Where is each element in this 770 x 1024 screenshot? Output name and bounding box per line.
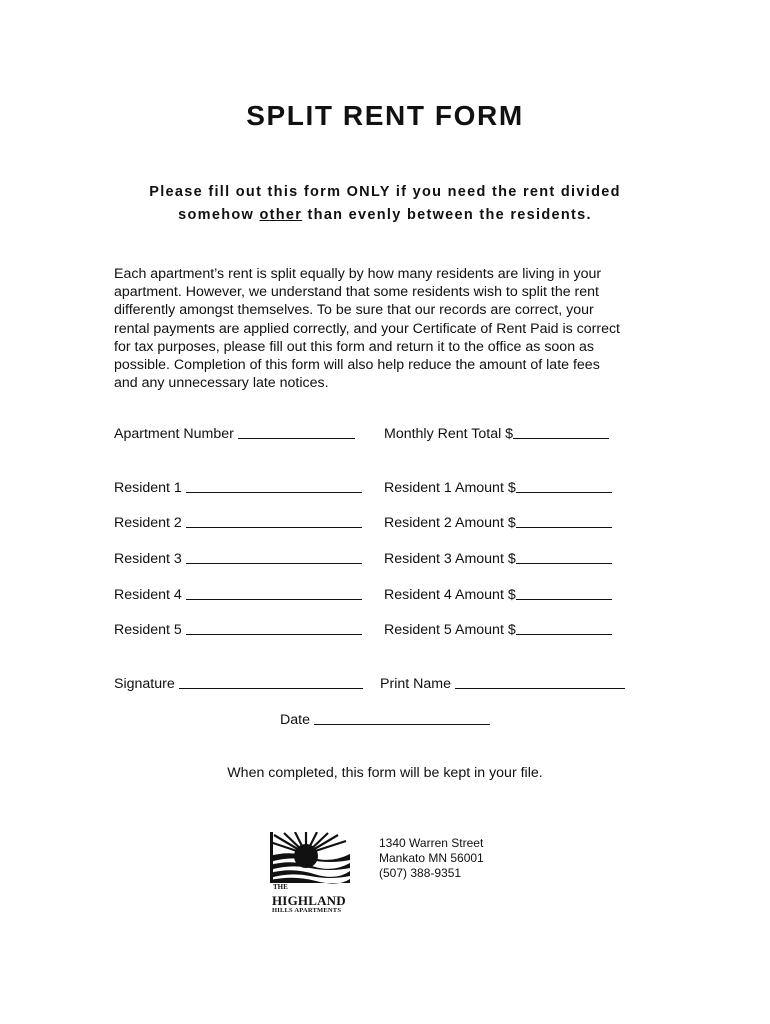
instruction-post: than evenly between the residents. bbox=[302, 207, 592, 223]
signature-field bbox=[114, 676, 363, 692]
paragraph-line: possible. Completion of this form will also help reduce the amount of late fees bbox=[114, 357, 600, 374]
resident-4-amount-input[interactable] bbox=[516, 599, 612, 600]
resident-4-field bbox=[114, 587, 362, 603]
monthly-rent-total-label: Monthly Rent Total $ bbox=[384, 426, 514, 442]
resident-3-label: Resident 3 bbox=[114, 551, 182, 567]
resident-1-amount-label: Resident 1 Amount $ bbox=[384, 480, 516, 496]
explanation-paragraph bbox=[114, 265, 674, 392]
paragraph-line: for tax purposes, please fill out this form and return it to the office as soon as bbox=[114, 338, 595, 355]
resident-5-field bbox=[114, 622, 362, 638]
paragraph-line: differently amongst themselves. To be sure that our records are correct, your bbox=[114, 302, 594, 319]
date-label: Date bbox=[280, 712, 310, 728]
resident-2-label: Resident 2 bbox=[114, 515, 182, 531]
signature-input[interactable] bbox=[179, 688, 363, 689]
resident-1-amount-field bbox=[384, 480, 612, 496]
print-name-label: Print Name bbox=[380, 676, 451, 692]
logo-highland: HIGHLAND bbox=[272, 893, 346, 908]
resident-1-amount-input[interactable] bbox=[516, 492, 612, 493]
resident-2-field bbox=[114, 515, 362, 531]
resident-3-amount-label: Resident 3 Amount $ bbox=[384, 551, 516, 567]
form-instruction-line-1: Please fill out this form ONLY if you need the rent divided bbox=[149, 184, 621, 200]
resident-5-amount-label: Resident 5 Amount $ bbox=[384, 622, 516, 638]
address-street: 1340 Warren Street bbox=[379, 836, 484, 850]
form-title: SPLIT RENT FORM bbox=[246, 100, 524, 131]
logo-hills-apartments: HILLS APARTMENTS bbox=[272, 907, 342, 914]
resident-1-field bbox=[114, 480, 362, 496]
paragraph-line: and any unnecessary late notices. bbox=[114, 375, 329, 392]
paragraph-line: rental payments are applied correctly, and your Certificate of Rent Paid is correct bbox=[114, 320, 620, 337]
instruction-pre: somehow bbox=[178, 207, 260, 223]
date-field bbox=[280, 712, 490, 728]
resident-2-input[interactable] bbox=[186, 527, 362, 528]
resident-3-amount-input[interactable] bbox=[516, 563, 612, 564]
monthly-rent-total-input[interactable] bbox=[513, 438, 609, 439]
resident-2-amount-label: Resident 2 Amount $ bbox=[384, 515, 516, 531]
resident-5-input[interactable] bbox=[186, 634, 362, 635]
address-phone: (507) 388-9351 bbox=[379, 866, 462, 880]
resident-3-input[interactable] bbox=[186, 563, 362, 564]
apartment-number-field bbox=[114, 426, 355, 442]
apartment-number-input[interactable] bbox=[238, 438, 355, 439]
file-note: When completed, this form will be kept in your file. bbox=[227, 765, 543, 781]
signature-label: Signature bbox=[114, 676, 175, 692]
resident-4-amount-label: Resident 4 Amount $ bbox=[384, 587, 516, 603]
paragraph-line: apartment. However, we understand that some residents wish to split the rent bbox=[114, 284, 599, 301]
paragraph-line: Each apartment’s rent is split equally by how many residents are living in your bbox=[114, 266, 602, 282]
resident-2-amount-input[interactable] bbox=[516, 527, 612, 528]
logo-the: THE bbox=[273, 883, 288, 891]
resident-1-input[interactable] bbox=[186, 492, 362, 493]
resident-1-label: Resident 1 bbox=[114, 480, 182, 496]
address-city: Mankato MN 56001 bbox=[379, 851, 484, 865]
form-instruction-line-2 bbox=[0, 207, 770, 223]
apartment-number-label: Apartment Number bbox=[114, 426, 234, 442]
office-address bbox=[379, 836, 484, 881]
resident-2-amount-field bbox=[384, 515, 612, 531]
resident-4-input[interactable] bbox=[186, 599, 362, 600]
resident-3-field bbox=[114, 551, 362, 567]
resident-5-amount-input[interactable] bbox=[516, 634, 612, 635]
resident-4-amount-field bbox=[384, 587, 612, 603]
print-name-field bbox=[380, 676, 625, 692]
resident-4-label: Resident 4 bbox=[114, 587, 182, 603]
resident-5-amount-field bbox=[384, 622, 612, 638]
date-input[interactable] bbox=[314, 724, 490, 725]
print-name-input[interactable] bbox=[455, 688, 625, 689]
monthly-rent-total-field bbox=[384, 426, 609, 442]
resident-3-amount-field bbox=[384, 551, 612, 567]
resident-5-label: Resident 5 bbox=[114, 622, 182, 638]
instruction-emphasis: other bbox=[259, 207, 303, 223]
